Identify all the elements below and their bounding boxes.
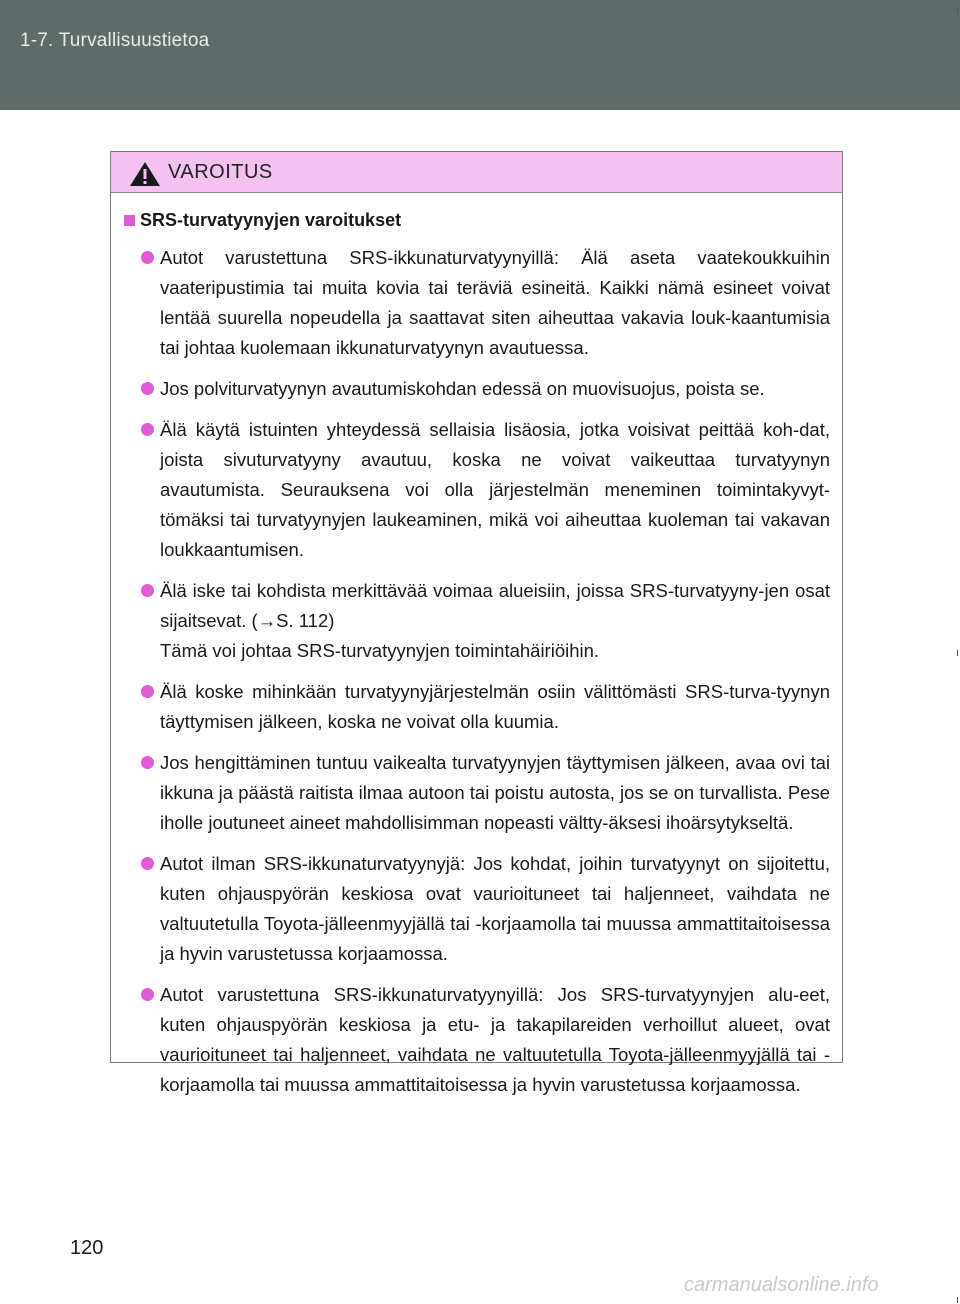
list-item-paragraph: Jos polviturvatyynyn avautumiskohdan edessä on muovisuojus, poista se. [160,378,765,399]
list-item-text [160,849,830,969]
list-item-text [160,677,830,737]
list-item-paragraph: Älä koske mihinkään turvatyynyjärjestelmän osiin välittömästi SRS-turva-tyynyn täyttymisen jälkeen, koska ne voivat olla kuumia. [160,681,830,732]
warning-list [124,243,830,1100]
list-item-paragraph: Autot varustettuna SRS-ikkunaturvatyynyillä: Jos SRS-turvatyynyjen alu-eet, kuten ohjauspyörän keskiosa ja etu- ja takapilareiden verhoillut alueet, ovat vaurioituneet tai haljenneet, vaihdata ne valtuutetulla Toyota-jälleenmyyjällä tai -korjaamolla tai muussa ammattitaitoisessa ja hyvin varustetussa korjaamossa. [160,984,830,1095]
bullet-dot-icon [141,685,154,698]
section-heading [124,207,830,233]
square-bullet-icon [124,215,135,226]
section-title: SRS-turvatyynyjen varoitukset [140,209,402,230]
section-label: 1-7. Turvallisuustietoa [20,30,210,51]
list-item-paragraph: Älä käytä istuinten yhteydessä sellaisia lisäosia, jotka voisivat peittää koh-dat, joista sivuturvatyyny avautuu, koska ne voivat vaikeuttaa turvatyynyn avautumista. Seurauksena voi olla järjestelmän meneminen toimintakyvyt-tömäksi tai turvatyynyjen laukeaminen, mikä voi aiheuttaa kuoleman tai vakavan loukkaantumisen. [160,419,830,560]
list-item-paragraph: Älä iske tai kohdista merkittävää voimaa alueisiin, joissa SRS-turvatyyny-jen osat sijaitsevat. (→S. 112) [160,580,830,631]
bullet-dot-icon [141,988,154,1001]
list-item-text [160,748,830,838]
bullet-dot-icon [141,251,154,264]
bullet-dot-icon [141,756,154,769]
list-item-paragraph: Tämä voi johtaa SRS-turvatyynyjen toimintahäiriöihin. [160,640,600,661]
list-item [124,677,830,737]
list-item [124,415,830,565]
list-item-text [160,980,830,1100]
list-item-text [160,415,830,565]
list-item-text [160,576,830,666]
list-item [124,748,830,838]
page-number: 120 [70,1237,104,1259]
list-item-text [160,374,830,404]
list-item-paragraph: Jos hengittäminen tuntuu vaikealta turvatyynyjen täyttymisen jälkeen, avaa ovi tai ikkuna ja päästä raitista ilmaa autoon tai poistu autosta, jos se on turvallista. Pese iholle joutuneet aineet mahdollisimman nopeasti vältty-äksesi ihoärsytykseltä. [160,752,830,833]
list-item [124,576,830,666]
bullet-dot-icon [141,857,154,870]
warning-title: VAROITUS [168,161,273,183]
list-item [124,374,830,404]
warning-box [110,151,843,1095]
crop-mark [957,8,958,14]
list-item [124,980,830,1100]
crop-mark [957,650,958,656]
header-band [0,0,960,110]
bullet-dot-icon [141,584,154,597]
crop-mark [957,1297,958,1303]
watermark: carmanualsonline.info [684,1274,879,1296]
warning-body [111,193,842,1100]
list-item [124,243,830,363]
list-item-text [160,243,830,363]
list-item [124,849,830,969]
bullet-dot-icon [141,423,154,436]
list-item-paragraph: Autot ilman SRS-ikkunaturvatyynyjä: Jos kohdat, joihin turvatyynyt on sijoitettu, kuten ohjauspyörän keskiosa ovat vaurioituneet tai haljenneet, vaihdata ne valtuutetulla Toyota-jälleenmyyjällä tai -korjaamolla tai muussa ammattitaitoisessa ja hyvin varustetussa korjaamossa. [160,853,830,964]
warning-header [111,152,842,193]
warning-triangle-icon [129,161,161,187]
bullet-dot-icon [141,382,154,395]
list-item-paragraph: Autot varustettuna SRS-ikkunaturvatyynyillä: Älä aseta vaatekoukkuihin vaateripustimia tai muita kovia tai teräviä esineitä. Kaikki nämä esineet voivat lentää suurella nopeudella ja saattavat siten aiheuttaa vakavia louk-kaantumisia tai johtaa kuolemaan ikkunaturvatyynyn avautuessa. [160,247,830,358]
